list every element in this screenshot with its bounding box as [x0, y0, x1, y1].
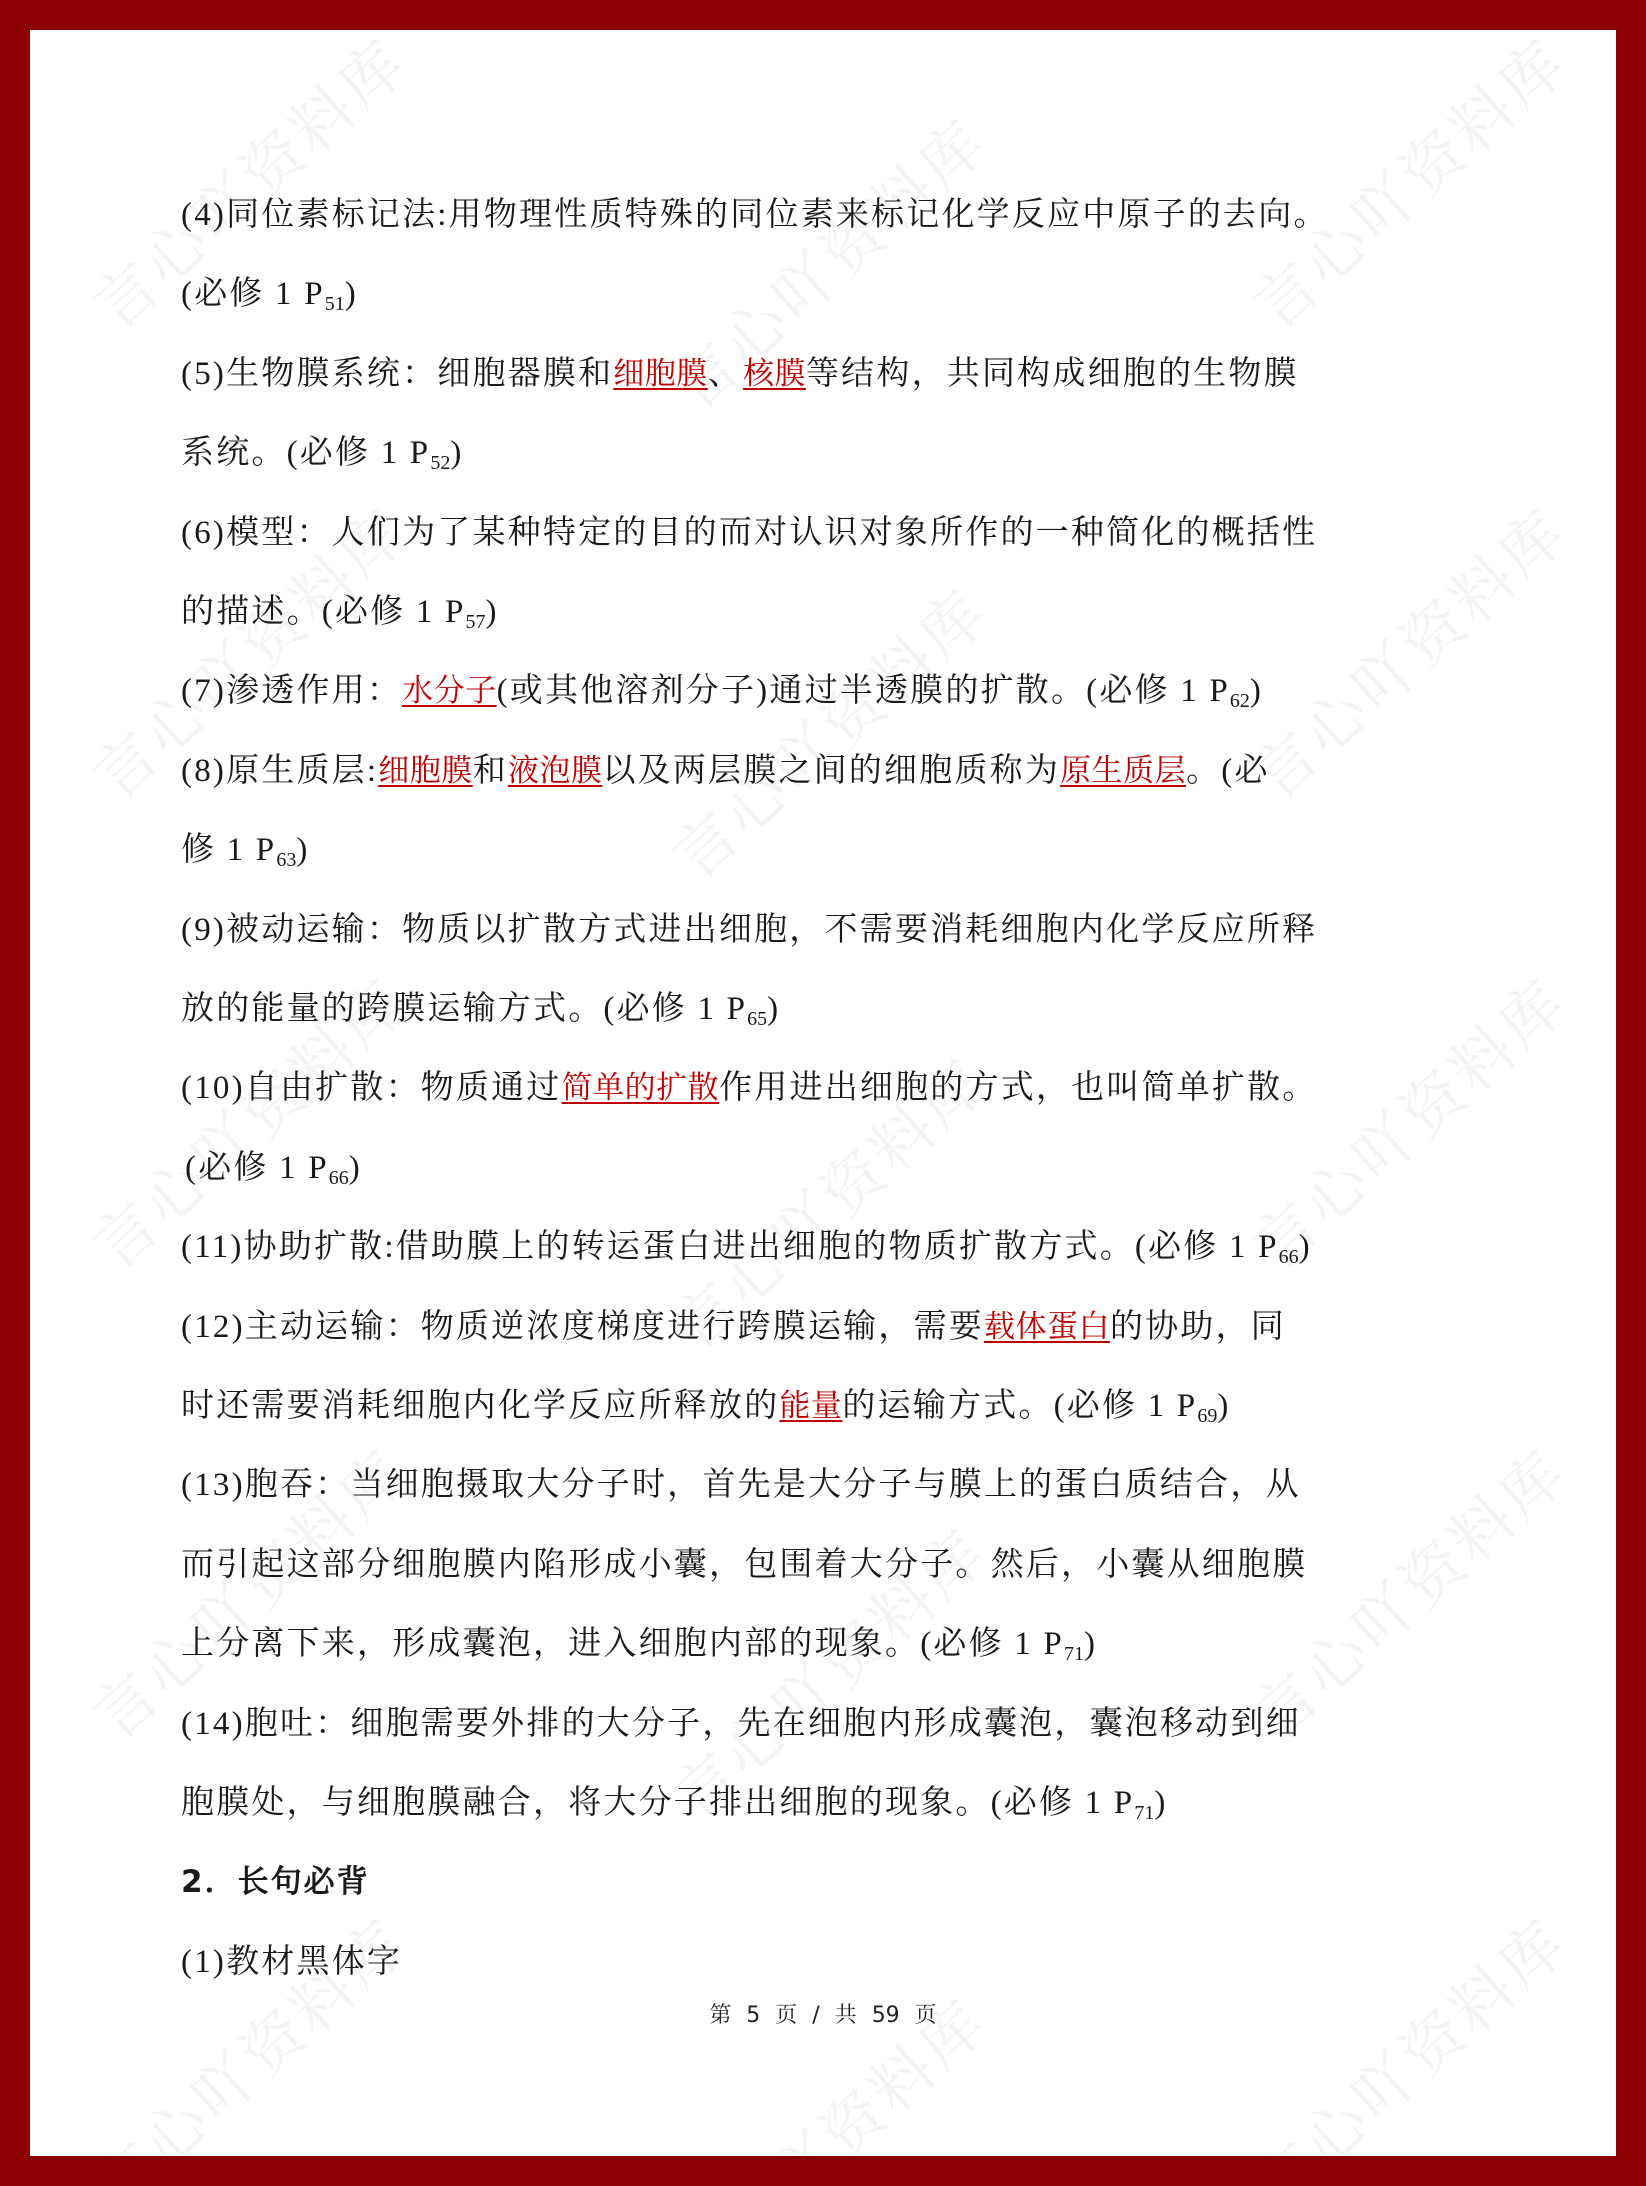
highlighted-term: 原生质层	[1060, 752, 1187, 789]
highlighted-term: 简单的扩散	[561, 1070, 720, 1107]
definition-entry-12-line-2: 时还需要消耗细胞内化学反应所释放的能量的运输方式。(必修 1 $P_{69}$)	[181, 1388, 1231, 1427]
highlighted-term: 能量	[779, 1388, 843, 1424]
highlighted-term: 细胞膜	[613, 355, 708, 392]
definition-entry-13-line-3: 上分离下来，形成囊泡，进入细胞内部的现象。(必修 1 $P_{71}$)	[181, 1626, 1098, 1666]
subsection-heading: (1)教材黑体字	[181, 1943, 403, 1980]
highlighted-term: 载体蛋白	[983, 1308, 1110, 1345]
definition-entry-9-line-2: 放的能量的跨膜运输方式。(必修 1 $P_{65}$)	[181, 991, 781, 1030]
document-page	[30, 30, 1616, 2156]
definition-entry-5-line-2: 系统。(必修 1 $P_{52}$)	[181, 435, 464, 475]
definition-entry-13-line-2: 而引起这部分细胞膜内陷形成小囊，包围着大分子。然后，小囊从细胞膜	[181, 1546, 1308, 1583]
page-number-subscript: 71	[1134, 1802, 1155, 1824]
definition-entry-4-line-1: (4)同位素标记法:用物理性质特殊的同位素来标记化学反应中原子的去向。	[181, 197, 1329, 233]
definition-entry-13-line-1: (13)胞吞：当细胞摄取大分子时，首先是大分子与膜上的蛋白质结合，从	[181, 1467, 1301, 1504]
definition-entry-14-line-1: (14)胞吐：细胞需要外排的大分子，先在细胞内形成囊泡，囊泡移动到细	[181, 1705, 1301, 1742]
definition-entry-11-line-1: (11)协助扩散:借助膜上的转运蛋白进出细胞的物质扩散方式。(必修 1 $P_{66}$)	[181, 1229, 1312, 1269]
section-heading: 2．长句必背	[181, 1864, 370, 1901]
highlighted-term: 液泡膜	[507, 752, 603, 789]
page-number-subscript: 65	[747, 1008, 768, 1030]
page-number-subscript: 57	[465, 611, 486, 633]
page-number-subscript: 51	[324, 293, 345, 316]
page-number-subscript: 69	[1197, 1405, 1218, 1427]
page-number-subscript: 66	[1278, 1246, 1299, 1269]
definition-entry-10-line-2: (必修 1 $P_{66}$)	[185, 1149, 362, 1189]
page-number-subscript: 66	[328, 1166, 349, 1189]
page-number-subscript: 62	[1229, 690, 1250, 713]
watermark-text	[650, 565, 1004, 896]
highlighted-term: 水分子	[402, 673, 497, 710]
definition-entry-9-line-1: (9)被动运输：物质以扩散方式进出细胞，不需要消耗细胞内化学反应所释	[181, 911, 1318, 948]
watermark-text	[1230, 30, 1584, 346]
definition-entry-6-line-2: 的描述。(必修 1 $P_{57}$)	[181, 594, 499, 633]
definition-entry-8-line-1: (8)原生质层:细胞膜和液泡膜以及两层膜之间的细胞质称为原生质层。(必	[181, 752, 1270, 789]
page-number-subscript: 63	[276, 849, 297, 872]
page-footer: 第 5 页 / 共 59 页	[709, 2003, 937, 2028]
definition-entry-8-line-2: 修 1 $P_{63}$)	[181, 832, 310, 872]
highlighted-term: 核膜	[742, 355, 806, 392]
highlighted-term: 细胞膜	[378, 752, 473, 789]
definition-entry-14-line-2: 胞膜处，与细胞膜融合，将大分子排出细胞的现象。(必修 1 $P_{71}$)	[181, 1785, 1168, 1824]
definition-entry-7-line-1: (7)渗透作用：水分子(或其他溶剂分子)通过半透膜的扩散。(必修 1 $P_{62}$)	[181, 673, 1264, 713]
definition-entry-4-line-2: (必修 1 $P_{51}$)	[181, 276, 358, 316]
definition-entry-10-line-1: (10)自由扩散：物质通过简单的扩散作用进出细胞的方式，也叫简单扩散。	[181, 1070, 1318, 1107]
page-number-subscript: 71	[1063, 1643, 1084, 1666]
page-number-subscript: 52	[430, 452, 451, 475]
definition-entry-6-line-1: (6)模型：人们为了某种特定的目的而对认识对象所作的一种简化的概括性	[181, 514, 1318, 551]
definition-entry-5-line-1: (5)生物膜系统：细胞器膜和细胞膜、核膜等结构，共同构成细胞的生物膜	[181, 355, 1299, 392]
definition-entry-12-line-1: (12)主动运输：物质逆浓度梯度进行跨膜运输，需要载体蛋白的协助，同	[181, 1308, 1286, 1345]
